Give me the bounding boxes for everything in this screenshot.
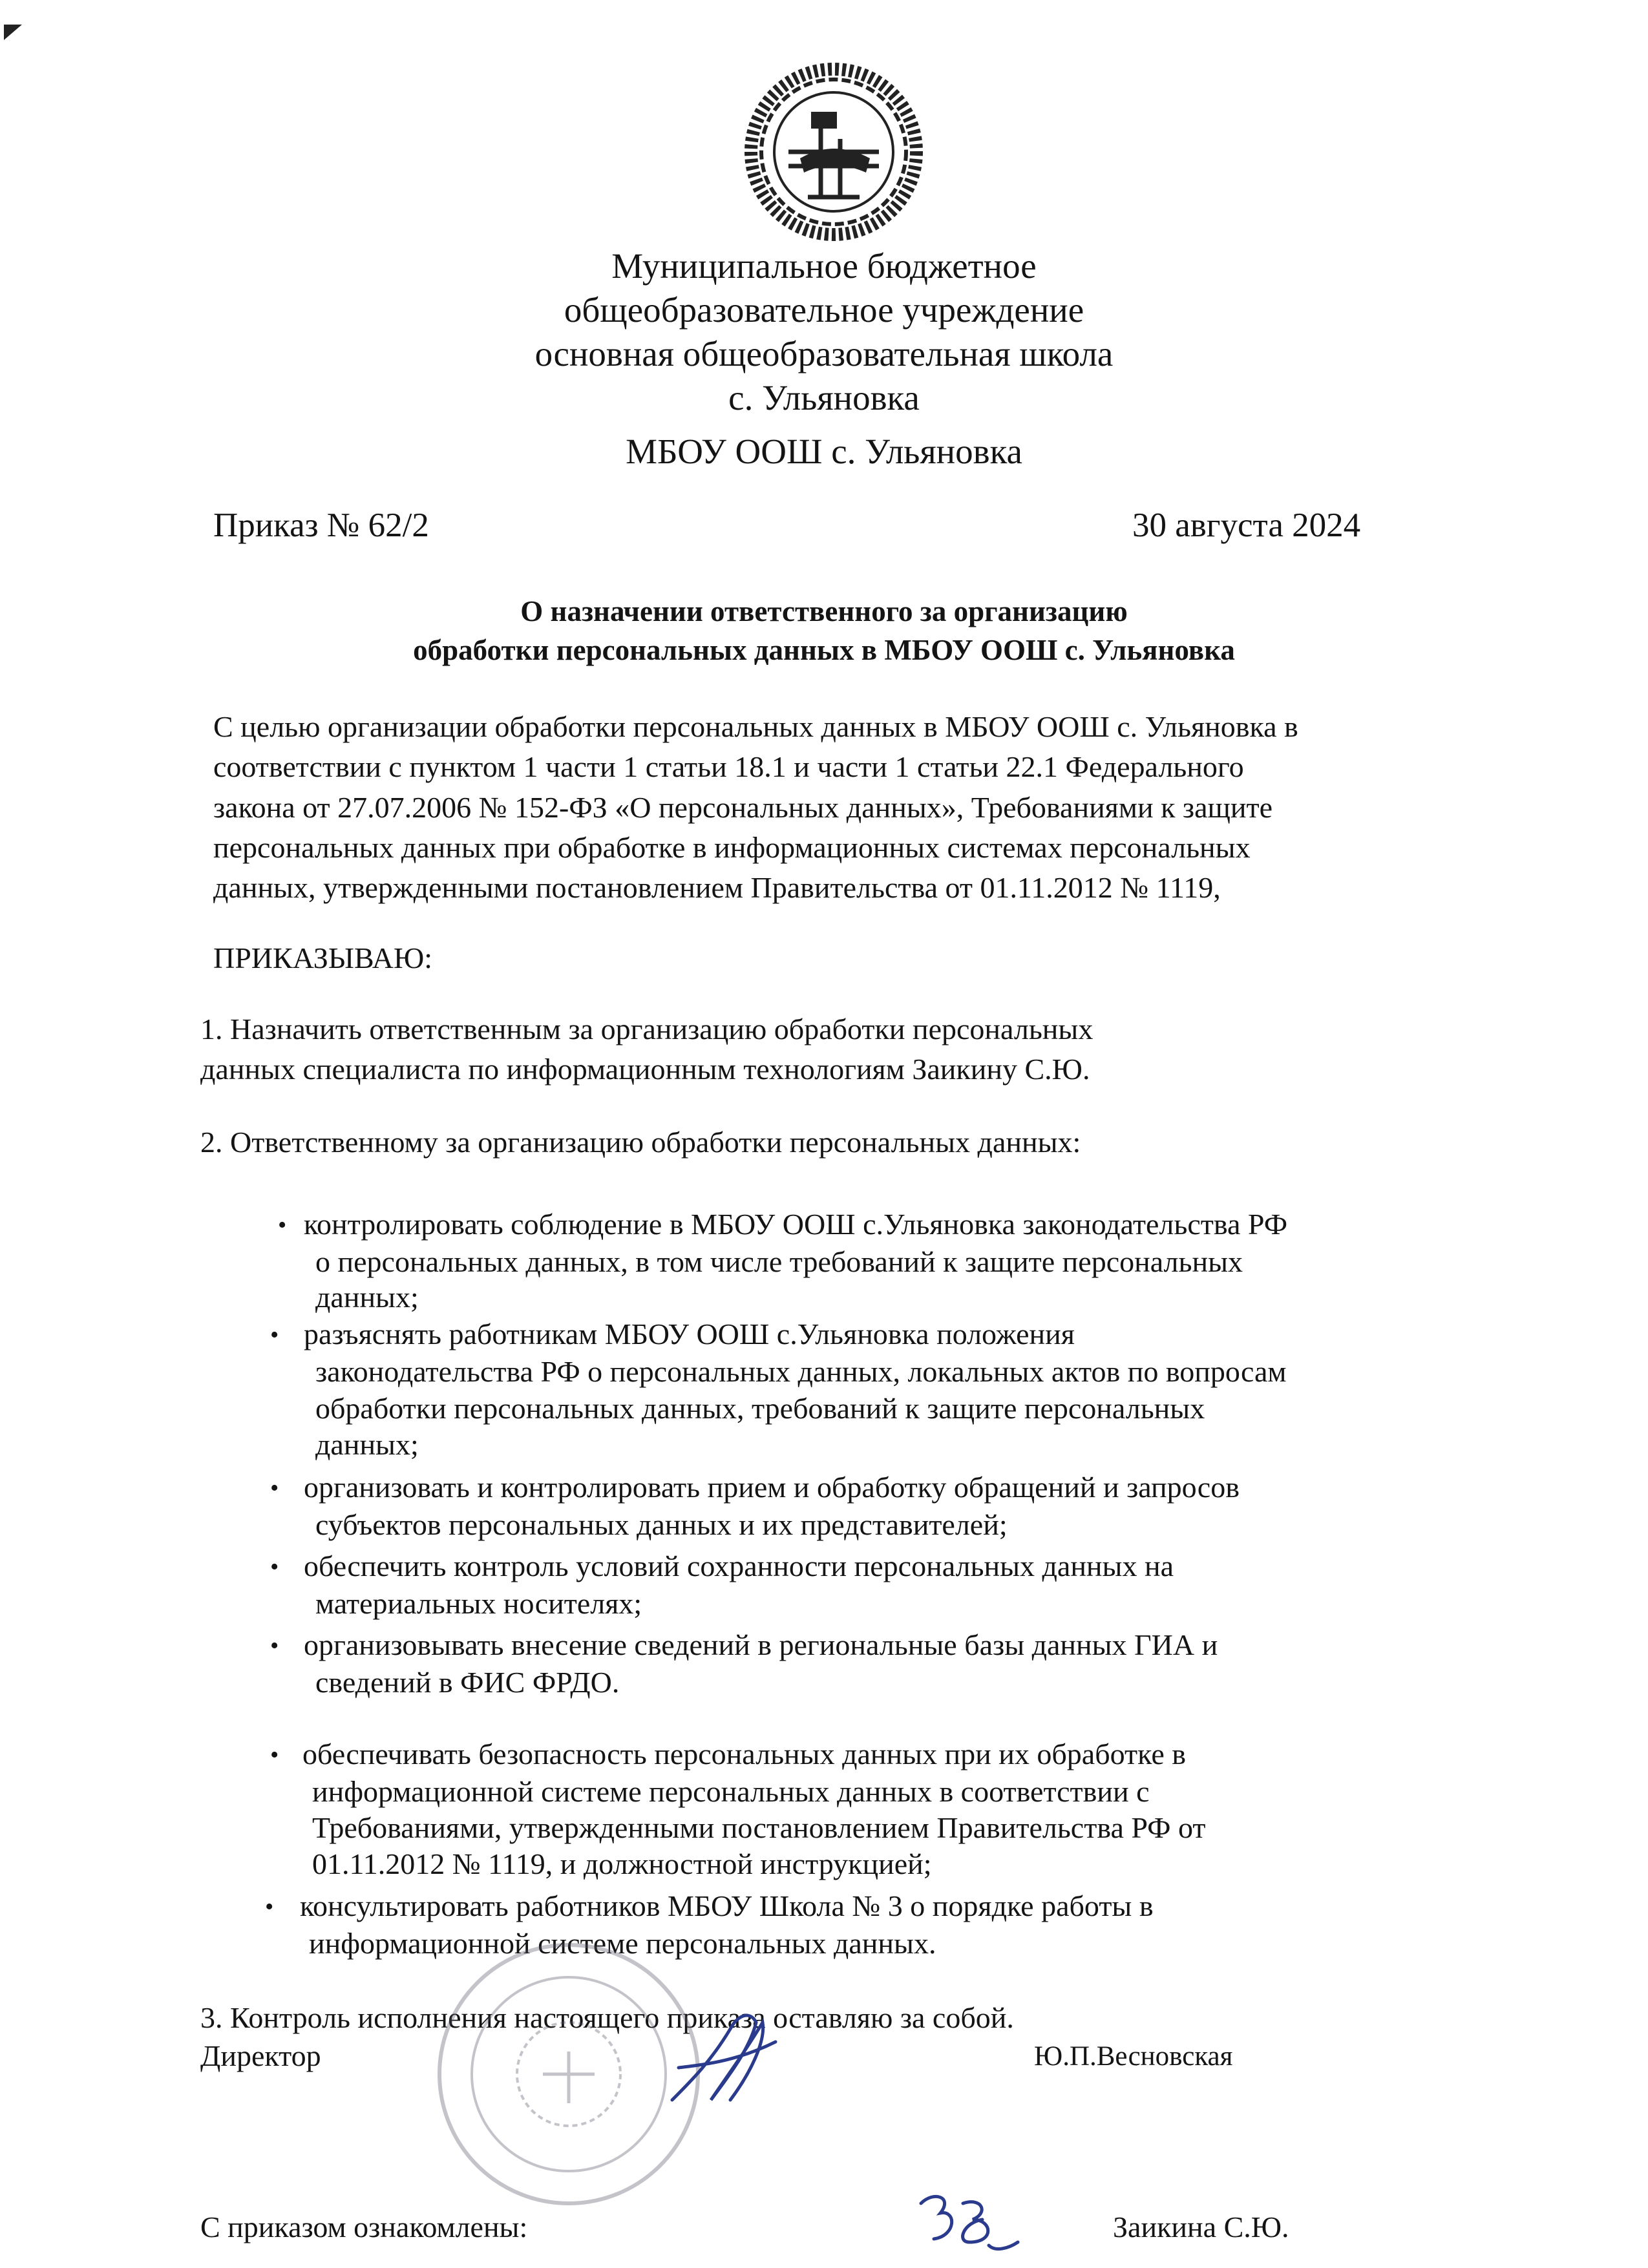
duty-line: данных; xyxy=(315,1281,419,1314)
duty-line: обеспечить контроль условий сохранности персональных данных на xyxy=(304,1549,1174,1582)
bullet-marker: • xyxy=(270,1475,279,1502)
preamble-line: закона от 27.07.2006 № 152-ФЗ «О персональных данных», Требованиями к защите xyxy=(213,791,1273,824)
item-3-text: 3. Контроль исполнения настоящего приказа оставляю за собой. xyxy=(200,2001,1014,2034)
duty-line: обеспечивать безопасность персональных данных при их обработке в xyxy=(302,1738,1186,1770)
item-1-line: данных специалиста по информационным технологиям Заикину С.Ю. xyxy=(200,1053,1090,1086)
duty-line: материальных носителях; xyxy=(315,1587,642,1620)
director-signature xyxy=(653,2003,782,2119)
order-title-line-2: обработки персональных данных в МБОУ ООШ с. Ульяновка xyxy=(413,634,1235,666)
bullet-marker: • xyxy=(270,1632,279,1659)
institution-short-name: МБОУ ООШ с. Ульяновка xyxy=(626,432,1022,471)
duty-line: информационной системе персональных данных в соответствии с xyxy=(312,1775,1150,1808)
order-title-line-1: О назначении ответственного за организацию xyxy=(520,595,1128,627)
duty-line: субъектов персональных данных и их представителей; xyxy=(315,1508,1008,1541)
signer-role: Директор xyxy=(200,2039,321,2072)
preamble-line: С целью организации обработки персональных данных в МБОУ ООШ с. Ульяновка в xyxy=(213,710,1298,743)
order-word: ПРИКАЗЫВАЮ: xyxy=(213,941,433,974)
order-date: 30 августа 2024 xyxy=(1132,507,1361,544)
bullet-marker: • xyxy=(270,1553,279,1580)
signer-name: Ю.П.Весновская xyxy=(1034,2041,1233,2072)
institution-name-line-3: основная общеобразовательная школа xyxy=(534,334,1114,373)
preamble-line: данных, утвержденными постановлением Правительства от 01.11.2012 № 1119, xyxy=(213,871,1221,904)
duty-line: Требованиями, утвержденными постановлением Правительства РФ от xyxy=(312,1811,1206,1844)
institution-name-line-1: Муниципальное бюджетное xyxy=(611,246,1037,286)
item-2-heading: 2. Ответственному за организацию обработки персональных данных: xyxy=(200,1126,1081,1159)
school-emblem-logo xyxy=(743,61,924,242)
duty-line: контролировать соблюдение в МБОУ ООШ с.Ульяновка законодательства РФ xyxy=(304,1208,1288,1241)
acknowledgement-label: С приказом ознакомлены: xyxy=(200,2210,528,2243)
duty-line: о персональных данных, в том числе требований к защите персональных xyxy=(315,1245,1243,1278)
duty-line: обработки персональных данных, требований к защите персональных xyxy=(315,1392,1205,1425)
duty-line: сведений в ФИС ФРДО. xyxy=(315,1666,620,1699)
preamble-line: соответствии с пунктом 1 части 1 статьи 18.1 и части 1 статьи 22.1 Федерального xyxy=(213,750,1244,783)
bullet-marker: • xyxy=(278,1212,287,1239)
bullet-marker: • xyxy=(265,1893,274,1920)
employee-signature xyxy=(911,2184,1021,2255)
institution-name-line-4: с. Ульяновка xyxy=(728,378,920,417)
duty-line: разъяснять работникам МБОУ ООШ с.Ульяновка положения xyxy=(304,1318,1075,1350)
duty-line: 01.11.2012 № 1119, и должностной инструкцией; xyxy=(312,1847,932,1880)
bullet-marker: • xyxy=(270,1741,279,1769)
duty-line: информационной системе персональных данных. xyxy=(309,1927,936,1960)
duty-line: данных; xyxy=(315,1428,419,1461)
bullet-marker: • xyxy=(270,1321,279,1349)
preamble-line: персональных данных при обработке в информационных системах персональных xyxy=(213,831,1251,864)
institution-name-line-2: общеобразовательное учреждение xyxy=(564,290,1084,330)
scan-corner-mark xyxy=(4,25,22,40)
duty-line: организовывать внесение сведений в региональные базы данных ГИА и xyxy=(304,1628,1218,1661)
duty-line: законодательства РФ о персональных данных, локальных актов по вопросам xyxy=(315,1355,1287,1388)
duty-line: организовать и контролировать прием и обработку обращений и запросов xyxy=(304,1471,1240,1504)
acknowledged-employee-name: Заикина С.Ю. xyxy=(1113,2210,1289,2243)
duty-line: консультировать работников МБОУ Школа № 3 о порядке работы в xyxy=(300,1889,1154,1922)
order-number: Приказ № 62/2 xyxy=(213,507,429,544)
item-1-line: 1. Назначить ответственным за организацию обработки персональных xyxy=(200,1013,1093,1045)
